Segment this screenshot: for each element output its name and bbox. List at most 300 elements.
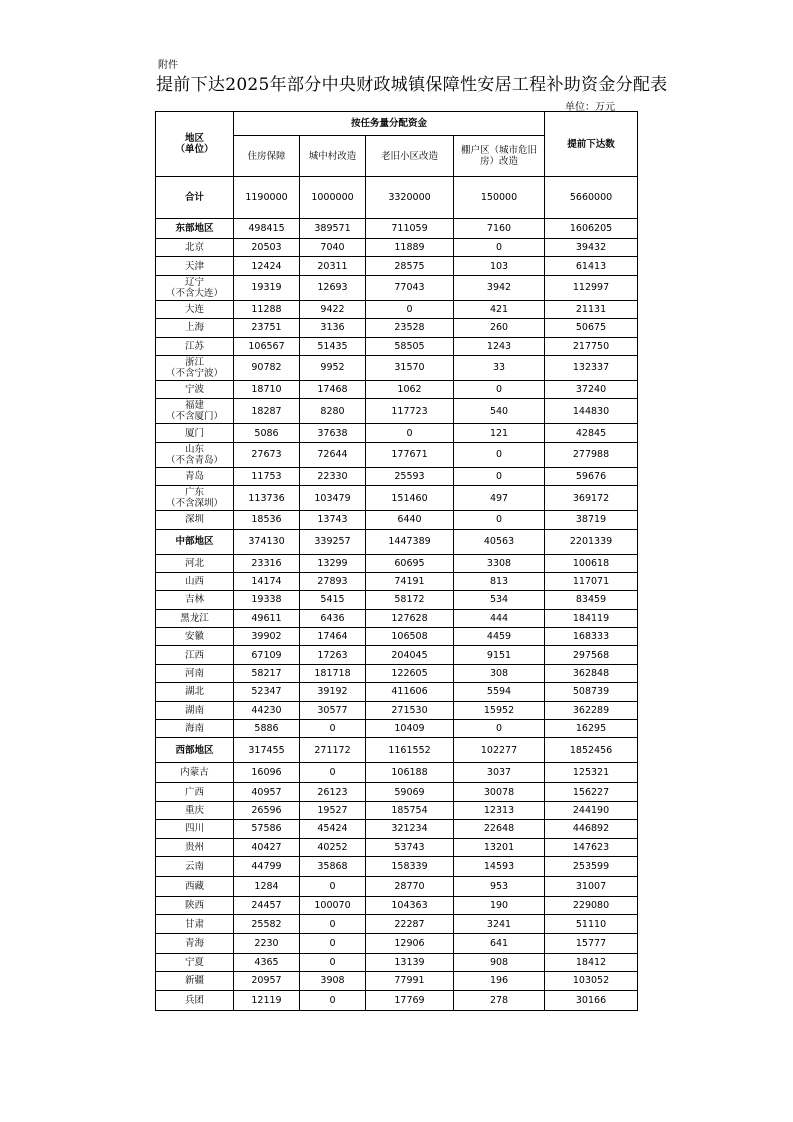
region-name: 河北 xyxy=(184,557,204,569)
value-cell: 117723 xyxy=(366,399,454,424)
region-name-cell xyxy=(156,319,234,337)
value-cell: 446892 xyxy=(545,820,638,838)
value-cell: 190 xyxy=(454,896,545,914)
region-name-cell xyxy=(156,219,234,239)
value-cell: 28770 xyxy=(366,876,454,896)
value-cell: 321234 xyxy=(366,820,454,838)
table-row xyxy=(156,337,638,355)
table-row xyxy=(156,239,638,257)
table-row xyxy=(156,664,638,682)
value-cell: 20311 xyxy=(300,257,366,275)
value-cell: 22287 xyxy=(366,915,454,933)
table-row xyxy=(156,876,638,896)
value-cell: 0 xyxy=(300,933,366,953)
value-cell: 151460 xyxy=(366,486,454,511)
region-name-cell xyxy=(156,664,234,682)
value-cell: 369172 xyxy=(545,486,638,511)
value-cell: 540 xyxy=(454,399,545,424)
region-name: 山东 xyxy=(184,443,204,455)
value-cell: 100070 xyxy=(300,896,366,914)
unit-label: 单位：万元 xyxy=(565,102,615,113)
region-name: 重庆 xyxy=(184,805,204,816)
value-cell: 52347 xyxy=(234,683,300,701)
table-row xyxy=(156,380,638,398)
total-label: 合计 xyxy=(156,177,234,219)
value-cell: 13299 xyxy=(300,554,366,572)
value-cell: 125321 xyxy=(545,763,638,783)
value-cell: 953 xyxy=(454,876,545,896)
table-row xyxy=(156,609,638,627)
value-cell: 40427 xyxy=(234,838,300,856)
region-name-cell xyxy=(156,933,234,953)
value-cell: 6440 xyxy=(366,511,454,529)
total-cell: 150000 xyxy=(454,177,545,219)
table-row xyxy=(156,856,638,876)
region-group-row xyxy=(156,529,638,554)
value-cell: 10409 xyxy=(366,720,454,738)
region-name: 浙江 xyxy=(184,356,204,368)
value-cell: 229080 xyxy=(545,896,638,914)
value-cell: 156227 xyxy=(545,783,638,801)
value-cell: 204045 xyxy=(366,646,454,664)
value-cell: 0 xyxy=(454,467,545,485)
value-cell: 0 xyxy=(366,424,454,442)
region-name-cell xyxy=(156,591,234,609)
value-cell: 12906 xyxy=(366,933,454,953)
region-name: 西部地区 xyxy=(175,744,214,756)
value-cell: 3908 xyxy=(300,972,366,990)
value-cell: 117071 xyxy=(545,572,638,590)
region-name: 江苏 xyxy=(184,340,204,352)
value-cell: 17769 xyxy=(366,990,454,1010)
value-cell: 53743 xyxy=(366,838,454,856)
value-cell: 35868 xyxy=(300,856,366,876)
value-cell: 39432 xyxy=(545,239,638,257)
value-cell: 12313 xyxy=(454,801,545,819)
value-cell: 2230 xyxy=(234,933,300,953)
value-cell: 11753 xyxy=(234,467,300,485)
value-cell: 4459 xyxy=(454,628,545,646)
table-row xyxy=(156,933,638,953)
value-cell: 711059 xyxy=(366,219,454,239)
value-cell: 5886 xyxy=(234,720,300,738)
value-cell: 411606 xyxy=(366,683,454,701)
region-name-cell xyxy=(156,467,234,485)
table-row xyxy=(156,701,638,719)
table-row xyxy=(156,820,638,838)
region-header-line2: （单位） xyxy=(175,144,214,155)
value-cell: 25593 xyxy=(366,467,454,485)
region-name-cell xyxy=(156,572,234,590)
value-cell: 8280 xyxy=(300,399,366,424)
region-name-cell xyxy=(156,701,234,719)
value-cell: 51435 xyxy=(300,337,366,355)
region-name: 兵团 xyxy=(184,994,204,1006)
value-cell: 39902 xyxy=(234,628,300,646)
value-cell: 497 xyxy=(454,486,545,511)
value-cell: 158339 xyxy=(366,856,454,876)
region-note: （不含深圳） xyxy=(165,498,223,510)
value-cell: 3241 xyxy=(454,915,545,933)
value-cell: 19319 xyxy=(234,275,300,300)
value-cell: 59676 xyxy=(545,467,638,485)
value-cell: 1284 xyxy=(234,876,300,896)
table-row xyxy=(156,319,638,337)
table-row xyxy=(156,442,638,467)
region-name: 海南 xyxy=(184,723,204,735)
value-cell: 317455 xyxy=(234,738,300,763)
value-cell: 30078 xyxy=(454,783,545,801)
region-name-cell xyxy=(156,424,234,442)
value-cell: 38719 xyxy=(545,511,638,529)
value-cell: 23316 xyxy=(234,554,300,572)
value-cell: 7160 xyxy=(454,219,545,239)
value-cell: 271172 xyxy=(300,738,366,763)
value-cell: 26123 xyxy=(300,783,366,801)
value-cell: 1243 xyxy=(454,337,545,355)
value-cell: 57586 xyxy=(234,820,300,838)
region-name-cell xyxy=(156,683,234,701)
value-cell: 121 xyxy=(454,424,545,442)
value-cell: 0 xyxy=(454,380,545,398)
value-cell: 0 xyxy=(300,990,366,1010)
value-cell: 37638 xyxy=(300,424,366,442)
value-cell: 106508 xyxy=(366,628,454,646)
region-name: 宁夏 xyxy=(184,956,204,968)
value-cell: 2201339 xyxy=(545,529,638,554)
value-cell: 61413 xyxy=(545,257,638,275)
value-cell: 16295 xyxy=(545,720,638,738)
total-cell: 1190000 xyxy=(234,177,300,219)
value-cell: 184119 xyxy=(545,609,638,627)
region-name: 广东 xyxy=(184,487,204,499)
value-cell: 813 xyxy=(454,572,545,590)
region-name: 新疆 xyxy=(184,975,204,987)
value-cell: 362848 xyxy=(545,664,638,682)
region-group-row xyxy=(156,219,638,239)
value-cell: 5594 xyxy=(454,683,545,701)
region-name: 深圳 xyxy=(184,514,204,526)
region-name-cell xyxy=(156,511,234,529)
shanty-col-header xyxy=(454,136,545,177)
value-cell: 42845 xyxy=(545,424,638,442)
value-cell: 0 xyxy=(300,915,366,933)
table-row xyxy=(156,628,638,646)
value-cell: 19338 xyxy=(234,591,300,609)
region-name: 陕西 xyxy=(184,900,204,912)
total-cell: 5660000 xyxy=(545,177,638,219)
value-cell: 0 xyxy=(454,511,545,529)
value-cell: 39192 xyxy=(300,683,366,701)
region-name-cell xyxy=(156,915,234,933)
region-name: 吉林 xyxy=(184,594,204,606)
region-name-cell xyxy=(156,953,234,971)
value-cell: 100618 xyxy=(545,554,638,572)
region-name: 北京 xyxy=(184,242,204,254)
region-note: （不含宁波） xyxy=(165,367,223,379)
value-cell: 22330 xyxy=(300,467,366,485)
value-cell: 147623 xyxy=(545,838,638,856)
table-row xyxy=(156,355,638,380)
value-cell: 1606205 xyxy=(545,219,638,239)
table-row xyxy=(156,972,638,990)
value-cell: 0 xyxy=(366,300,454,318)
region-header-line1: 地区 xyxy=(184,133,204,144)
region-name-cell xyxy=(156,529,234,554)
value-cell: 44230 xyxy=(234,701,300,719)
value-cell: 498415 xyxy=(234,219,300,239)
value-cell: 18710 xyxy=(234,380,300,398)
value-cell: 44799 xyxy=(234,856,300,876)
region-name: 西藏 xyxy=(184,880,204,892)
region-name: 江西 xyxy=(184,649,204,661)
value-cell: 21131 xyxy=(545,300,638,318)
value-cell: 196 xyxy=(454,972,545,990)
value-cell: 59069 xyxy=(366,783,454,801)
urban-village-col-header: 城中村改造 xyxy=(300,136,366,177)
value-cell: 253599 xyxy=(545,856,638,876)
value-cell: 106188 xyxy=(366,763,454,783)
value-cell: 1852456 xyxy=(545,738,638,763)
table-row xyxy=(156,300,638,318)
region-name-cell xyxy=(156,300,234,318)
value-cell: 40252 xyxy=(300,838,366,856)
value-cell: 17263 xyxy=(300,646,366,664)
value-cell: 50675 xyxy=(545,319,638,337)
value-cell: 185754 xyxy=(366,801,454,819)
value-cell: 278 xyxy=(454,990,545,1010)
region-name: 青海 xyxy=(184,937,204,949)
value-cell: 641 xyxy=(454,933,545,953)
value-cell: 362289 xyxy=(545,701,638,719)
value-cell: 908 xyxy=(454,953,545,971)
region-name-cell xyxy=(156,972,234,990)
region-name: 云南 xyxy=(184,860,204,872)
region-name: 东部地区 xyxy=(175,223,214,234)
region-name-cell xyxy=(156,876,234,896)
value-cell: 15777 xyxy=(545,933,638,953)
region-name-cell xyxy=(156,856,234,876)
value-cell: 40563 xyxy=(454,529,545,554)
region-name: 福建 xyxy=(184,400,204,412)
region-name: 中部地区 xyxy=(175,536,214,548)
value-cell: 7040 xyxy=(300,239,366,257)
value-cell: 271530 xyxy=(366,701,454,719)
value-cell: 0 xyxy=(300,953,366,971)
region-name-cell xyxy=(156,257,234,275)
value-cell: 244190 xyxy=(545,801,638,819)
value-cell: 33 xyxy=(454,355,545,380)
value-cell: 51110 xyxy=(545,915,638,933)
value-cell: 3136 xyxy=(300,319,366,337)
value-cell: 103 xyxy=(454,257,545,275)
value-cell: 0 xyxy=(300,876,366,896)
region-name-cell xyxy=(156,399,234,424)
allocation-table xyxy=(155,111,638,1011)
region-name: 甘肃 xyxy=(184,918,204,930)
value-cell: 102277 xyxy=(454,738,545,763)
old-community-col-header: 老旧小区改造 xyxy=(366,136,454,177)
value-cell: 181718 xyxy=(300,664,366,682)
region-name-cell xyxy=(156,380,234,398)
value-cell: 9422 xyxy=(300,300,366,318)
value-cell: 0 xyxy=(300,720,366,738)
value-cell: 45424 xyxy=(300,820,366,838)
value-cell: 74191 xyxy=(366,572,454,590)
table-row xyxy=(156,275,638,300)
value-cell: 297568 xyxy=(545,646,638,664)
value-cell: 421 xyxy=(454,300,545,318)
value-cell: 77991 xyxy=(366,972,454,990)
value-cell: 17464 xyxy=(300,628,366,646)
value-cell: 23528 xyxy=(366,319,454,337)
region-name-cell xyxy=(156,783,234,801)
table-row xyxy=(156,511,638,529)
value-cell: 103052 xyxy=(545,972,638,990)
value-cell: 508739 xyxy=(545,683,638,701)
region-name: 辽宁 xyxy=(184,276,204,288)
value-cell: 177671 xyxy=(366,442,454,467)
value-cell: 1447389 xyxy=(366,529,454,554)
region-name: 内蒙古 xyxy=(180,767,209,779)
value-cell: 3037 xyxy=(454,763,545,783)
table-row xyxy=(156,257,638,275)
value-cell: 30166 xyxy=(545,990,638,1010)
value-cell: 534 xyxy=(454,591,545,609)
total-cell: 1000000 xyxy=(300,177,366,219)
region-name-cell xyxy=(156,275,234,300)
attachment-label: 附件 xyxy=(158,60,178,71)
value-cell: 0 xyxy=(300,763,366,783)
region-name-cell xyxy=(156,738,234,763)
value-cell: 27673 xyxy=(234,442,300,467)
value-cell: 15952 xyxy=(454,701,545,719)
region-name: 贵州 xyxy=(184,841,204,853)
value-cell: 11889 xyxy=(366,239,454,257)
value-cell: 17468 xyxy=(300,380,366,398)
value-cell: 30577 xyxy=(300,701,366,719)
region-note: （不含大连） xyxy=(165,287,223,299)
value-cell: 374130 xyxy=(234,529,300,554)
region-name: 河南 xyxy=(184,668,204,680)
value-cell: 72644 xyxy=(300,442,366,467)
value-cell: 444 xyxy=(454,609,545,627)
value-cell: 13139 xyxy=(366,953,454,971)
table-row xyxy=(156,838,638,856)
total-row xyxy=(156,177,638,219)
value-cell: 12119 xyxy=(234,990,300,1010)
region-name-cell xyxy=(156,990,234,1010)
value-cell: 144830 xyxy=(545,399,638,424)
value-cell: 58172 xyxy=(366,591,454,609)
value-cell: 1062 xyxy=(366,380,454,398)
region-name-cell xyxy=(156,720,234,738)
region-name-cell xyxy=(156,763,234,783)
table-row xyxy=(156,896,638,914)
value-cell: 6436 xyxy=(300,609,366,627)
value-cell: 5086 xyxy=(234,424,300,442)
value-cell: 113736 xyxy=(234,486,300,511)
value-cell: 12424 xyxy=(234,257,300,275)
table-row xyxy=(156,591,638,609)
value-cell: 26596 xyxy=(234,801,300,819)
value-cell: 27893 xyxy=(300,572,366,590)
value-cell: 20957 xyxy=(234,972,300,990)
region-header xyxy=(156,112,234,177)
region-group-row xyxy=(156,738,638,763)
value-cell: 23751 xyxy=(234,319,300,337)
value-cell: 24457 xyxy=(234,896,300,914)
value-cell: 112997 xyxy=(545,275,638,300)
value-cell: 389571 xyxy=(300,219,366,239)
value-cell: 106567 xyxy=(234,337,300,355)
region-name-cell xyxy=(156,820,234,838)
region-name-cell xyxy=(156,801,234,819)
region-name-cell xyxy=(156,838,234,856)
region-name-cell xyxy=(156,896,234,914)
group-header: 按任务量分配资金 xyxy=(234,112,545,136)
table-row xyxy=(156,720,638,738)
region-name-cell xyxy=(156,337,234,355)
value-cell: 37240 xyxy=(545,380,638,398)
table-row xyxy=(156,783,638,801)
value-cell: 31570 xyxy=(366,355,454,380)
value-cell: 58217 xyxy=(234,664,300,682)
value-cell: 9952 xyxy=(300,355,366,380)
value-cell: 12693 xyxy=(300,275,366,300)
value-cell: 5415 xyxy=(300,591,366,609)
value-cell: 19527 xyxy=(300,801,366,819)
region-name-cell xyxy=(156,628,234,646)
value-cell: 0 xyxy=(454,239,545,257)
region-name: 青岛 xyxy=(184,470,204,482)
value-cell: 22648 xyxy=(454,820,545,838)
table-row xyxy=(156,646,638,664)
value-cell: 58505 xyxy=(366,337,454,355)
region-name-cell xyxy=(156,609,234,627)
region-name-cell xyxy=(156,646,234,664)
value-cell: 77043 xyxy=(366,275,454,300)
table-row xyxy=(156,683,638,701)
region-name: 广西 xyxy=(184,786,204,798)
table-row xyxy=(156,399,638,424)
region-name: 安徽 xyxy=(184,631,204,643)
value-cell: 9151 xyxy=(454,646,545,664)
total-col-header: 提前下达数 xyxy=(545,112,638,177)
region-name-cell xyxy=(156,239,234,257)
value-cell: 339257 xyxy=(300,529,366,554)
value-cell: 11288 xyxy=(234,300,300,318)
region-name: 山西 xyxy=(184,576,204,588)
region-name-cell xyxy=(156,554,234,572)
region-name: 黑龙江 xyxy=(180,612,209,624)
region-note: （不含厦门） xyxy=(165,411,223,423)
value-cell: 13743 xyxy=(300,511,366,529)
table-row xyxy=(156,990,638,1010)
value-cell: 132337 xyxy=(545,355,638,380)
region-name: 湖北 xyxy=(184,686,204,698)
value-cell: 90782 xyxy=(234,355,300,380)
region-name: 天津 xyxy=(184,260,204,272)
region-name: 厦门 xyxy=(184,427,204,439)
value-cell: 127628 xyxy=(366,609,454,627)
value-cell: 1161552 xyxy=(366,738,454,763)
page-title: 提前下达2025年部分中央财政城镇保障性安居工程补助资金分配表 xyxy=(156,75,668,95)
value-cell: 0 xyxy=(454,720,545,738)
value-cell: 0 xyxy=(454,442,545,467)
value-cell: 308 xyxy=(454,664,545,682)
value-cell: 49611 xyxy=(234,609,300,627)
